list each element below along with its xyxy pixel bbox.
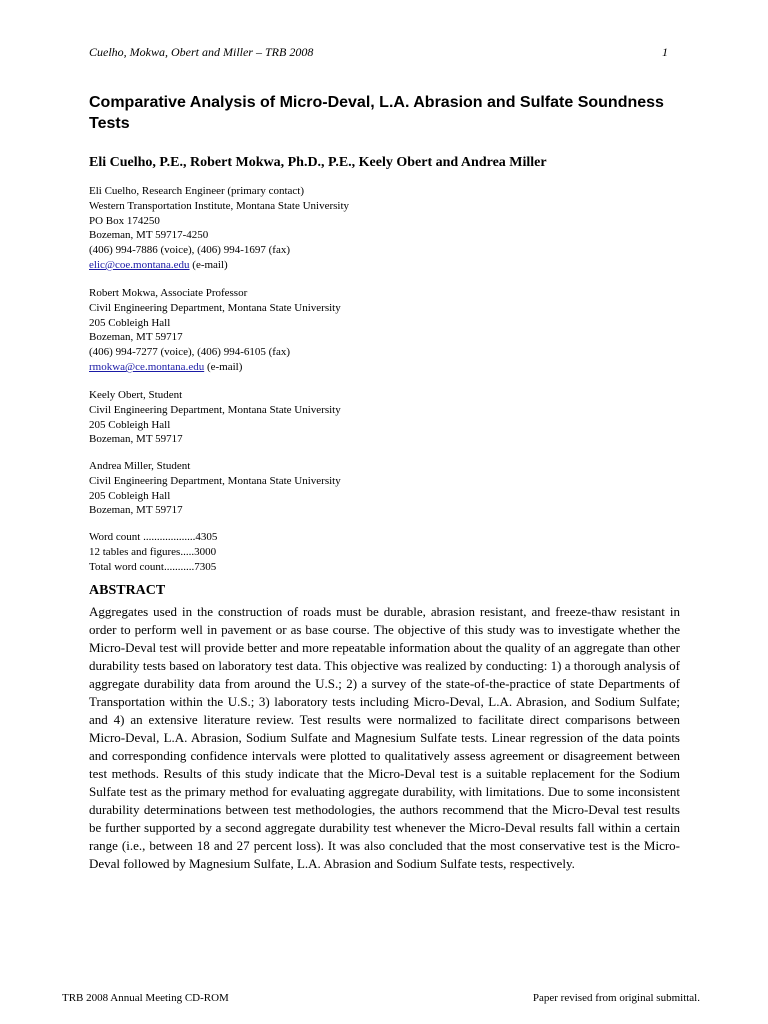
contact-org: Western Transportation Institute, Montana State University	[89, 199, 350, 212]
contact-block-mokwa	[89, 286, 589, 375]
word-count-row	[89, 560, 289, 575]
word-count-label: 12 tables and figures.....	[89, 545, 195, 558]
contact-address-line: Bozeman, MT 59717	[89, 331, 183, 344]
contact-phone: (406) 994-7277 (voice), (406) 994-6105 (fax)	[89, 346, 290, 359]
footer-right: Paper revised from original submittal.	[532, 992, 700, 1004]
contact-block-miller	[89, 459, 589, 518]
email-suffix: (e-mail)	[204, 360, 243, 373]
contact-org: Civil Engineering Department, Montana State University	[89, 301, 341, 314]
contact-email-line	[89, 258, 589, 273]
contact-address-line: 205 Cobleigh Hall	[89, 489, 171, 502]
word-count-row	[89, 530, 289, 545]
contact-address-line: Bozeman, MT 59717	[89, 504, 183, 517]
contact-address-line: 205 Cobleigh Hall	[89, 418, 171, 431]
contact-org: Civil Engineering Department, Montana State University	[89, 403, 341, 416]
author-byline: Eli Cuelho, P.E., Robert Mokwa, Ph.D., P.E., Keely Obert and Andrea Miller	[89, 155, 547, 170]
contact-name: Andrea Miller, Student	[89, 460, 191, 472]
abstract-heading: ABSTRACT	[89, 583, 166, 598]
page-footer	[62, 992, 700, 1006]
contact-name: Robert Mokwa, Associate Professor	[89, 287, 248, 299]
word-count-label: Total word count...........	[89, 560, 195, 573]
contact-address-line: PO Box 174250	[89, 214, 160, 227]
contact-email-line	[89, 360, 589, 375]
word-count-value: 7305	[194, 560, 217, 573]
email-link[interactable]: rmokwa@ce.montana.edu	[89, 360, 205, 373]
contact-phone: (406) 994-7886 (voice), (406) 994-1697 (fax)	[89, 244, 290, 257]
contact-address-line: Bozeman, MT 59717-4250	[89, 229, 209, 242]
contact-address-line: 205 Cobleigh Hall	[89, 316, 171, 329]
email-suffix: (e-mail)	[189, 258, 228, 271]
word-count-label: Word count ...................	[89, 531, 196, 543]
contact-name: Eli Cuelho, Research Engineer (primary contact)	[89, 185, 305, 197]
word-count-value: 4305	[195, 531, 218, 543]
running-header	[89, 45, 668, 61]
contact-block-cuelho	[89, 184, 589, 273]
word-count-row	[89, 545, 289, 560]
paper-title: Comparative Analysis of Micro-Deval, L.A. Abrasion and Sulfate Soundness Tests	[89, 94, 664, 132]
email-link[interactable]: elic@coe.montana.edu	[89, 258, 190, 271]
page-number: 1	[662, 45, 668, 59]
contact-org: Civil Engineering Department, Montana State University	[89, 474, 341, 487]
abstract-text: Aggregates used in the construction of roads must be durable, abrasion resistant, and freeze-thaw resistant in order to perform well in pavement or as base course. The objective of this study was to investigate whether the Micro-Deval test will provide better and more repeatable information about the quality of an aggregate than other durability tests based on laboratory test data. This objective was realized by conducting: 1) a thorough analysis of aggregate durability data from around the U.S.; 2) a survey of the state-of-the-practice of state Departments of Transportation within the U.S.; 3) laboratory tests including Micro-Deval, L.A. Abrasion, and Sodium Sulfate; and 4) an extensive literature review. Test results were normalized to facilitate direct comparisons between Micro-Deval, L.A. Abrasion, Sodium Sulfate and Magnesium Sulfate tests. Linear regression of the data points and corresponding confidence intervals were plotted to qualitatively assess agreement or disagreement between test methods. Results of this study indicate that the Micro-Deval test is a suitable replacement for the Sodium Sulfate test as the primary method for evaluating aggregate durability, with limitations. Due to some inconsistent durability determinations between test methodologies, the authors recommend that the Micro-Deval test results be further supported by a second aggregate durability test whenever the Micro-Deval results fall within a certain range (i.e., between 18 and 27 percent loss). It was also concluded that the most conservative test is the Micro-Deval followed by Magnesium Sulfate, L.A. Abrasion and Sodium Sulfate tests, respectively.	[89, 604, 680, 871]
word-count-value: 3000	[194, 545, 217, 558]
footer-left: TRB 2008 Annual Meeting CD-ROM	[62, 992, 229, 1004]
contact-name: Keely Obert, Student	[89, 389, 183, 401]
word-count-table	[89, 530, 289, 574]
contact-address-line: Bozeman, MT 59717	[89, 433, 183, 446]
running-header-authors: Cuelho, Mokwa, Obert and Miller – TRB 2008	[89, 45, 314, 59]
contact-block-obert	[89, 388, 589, 447]
